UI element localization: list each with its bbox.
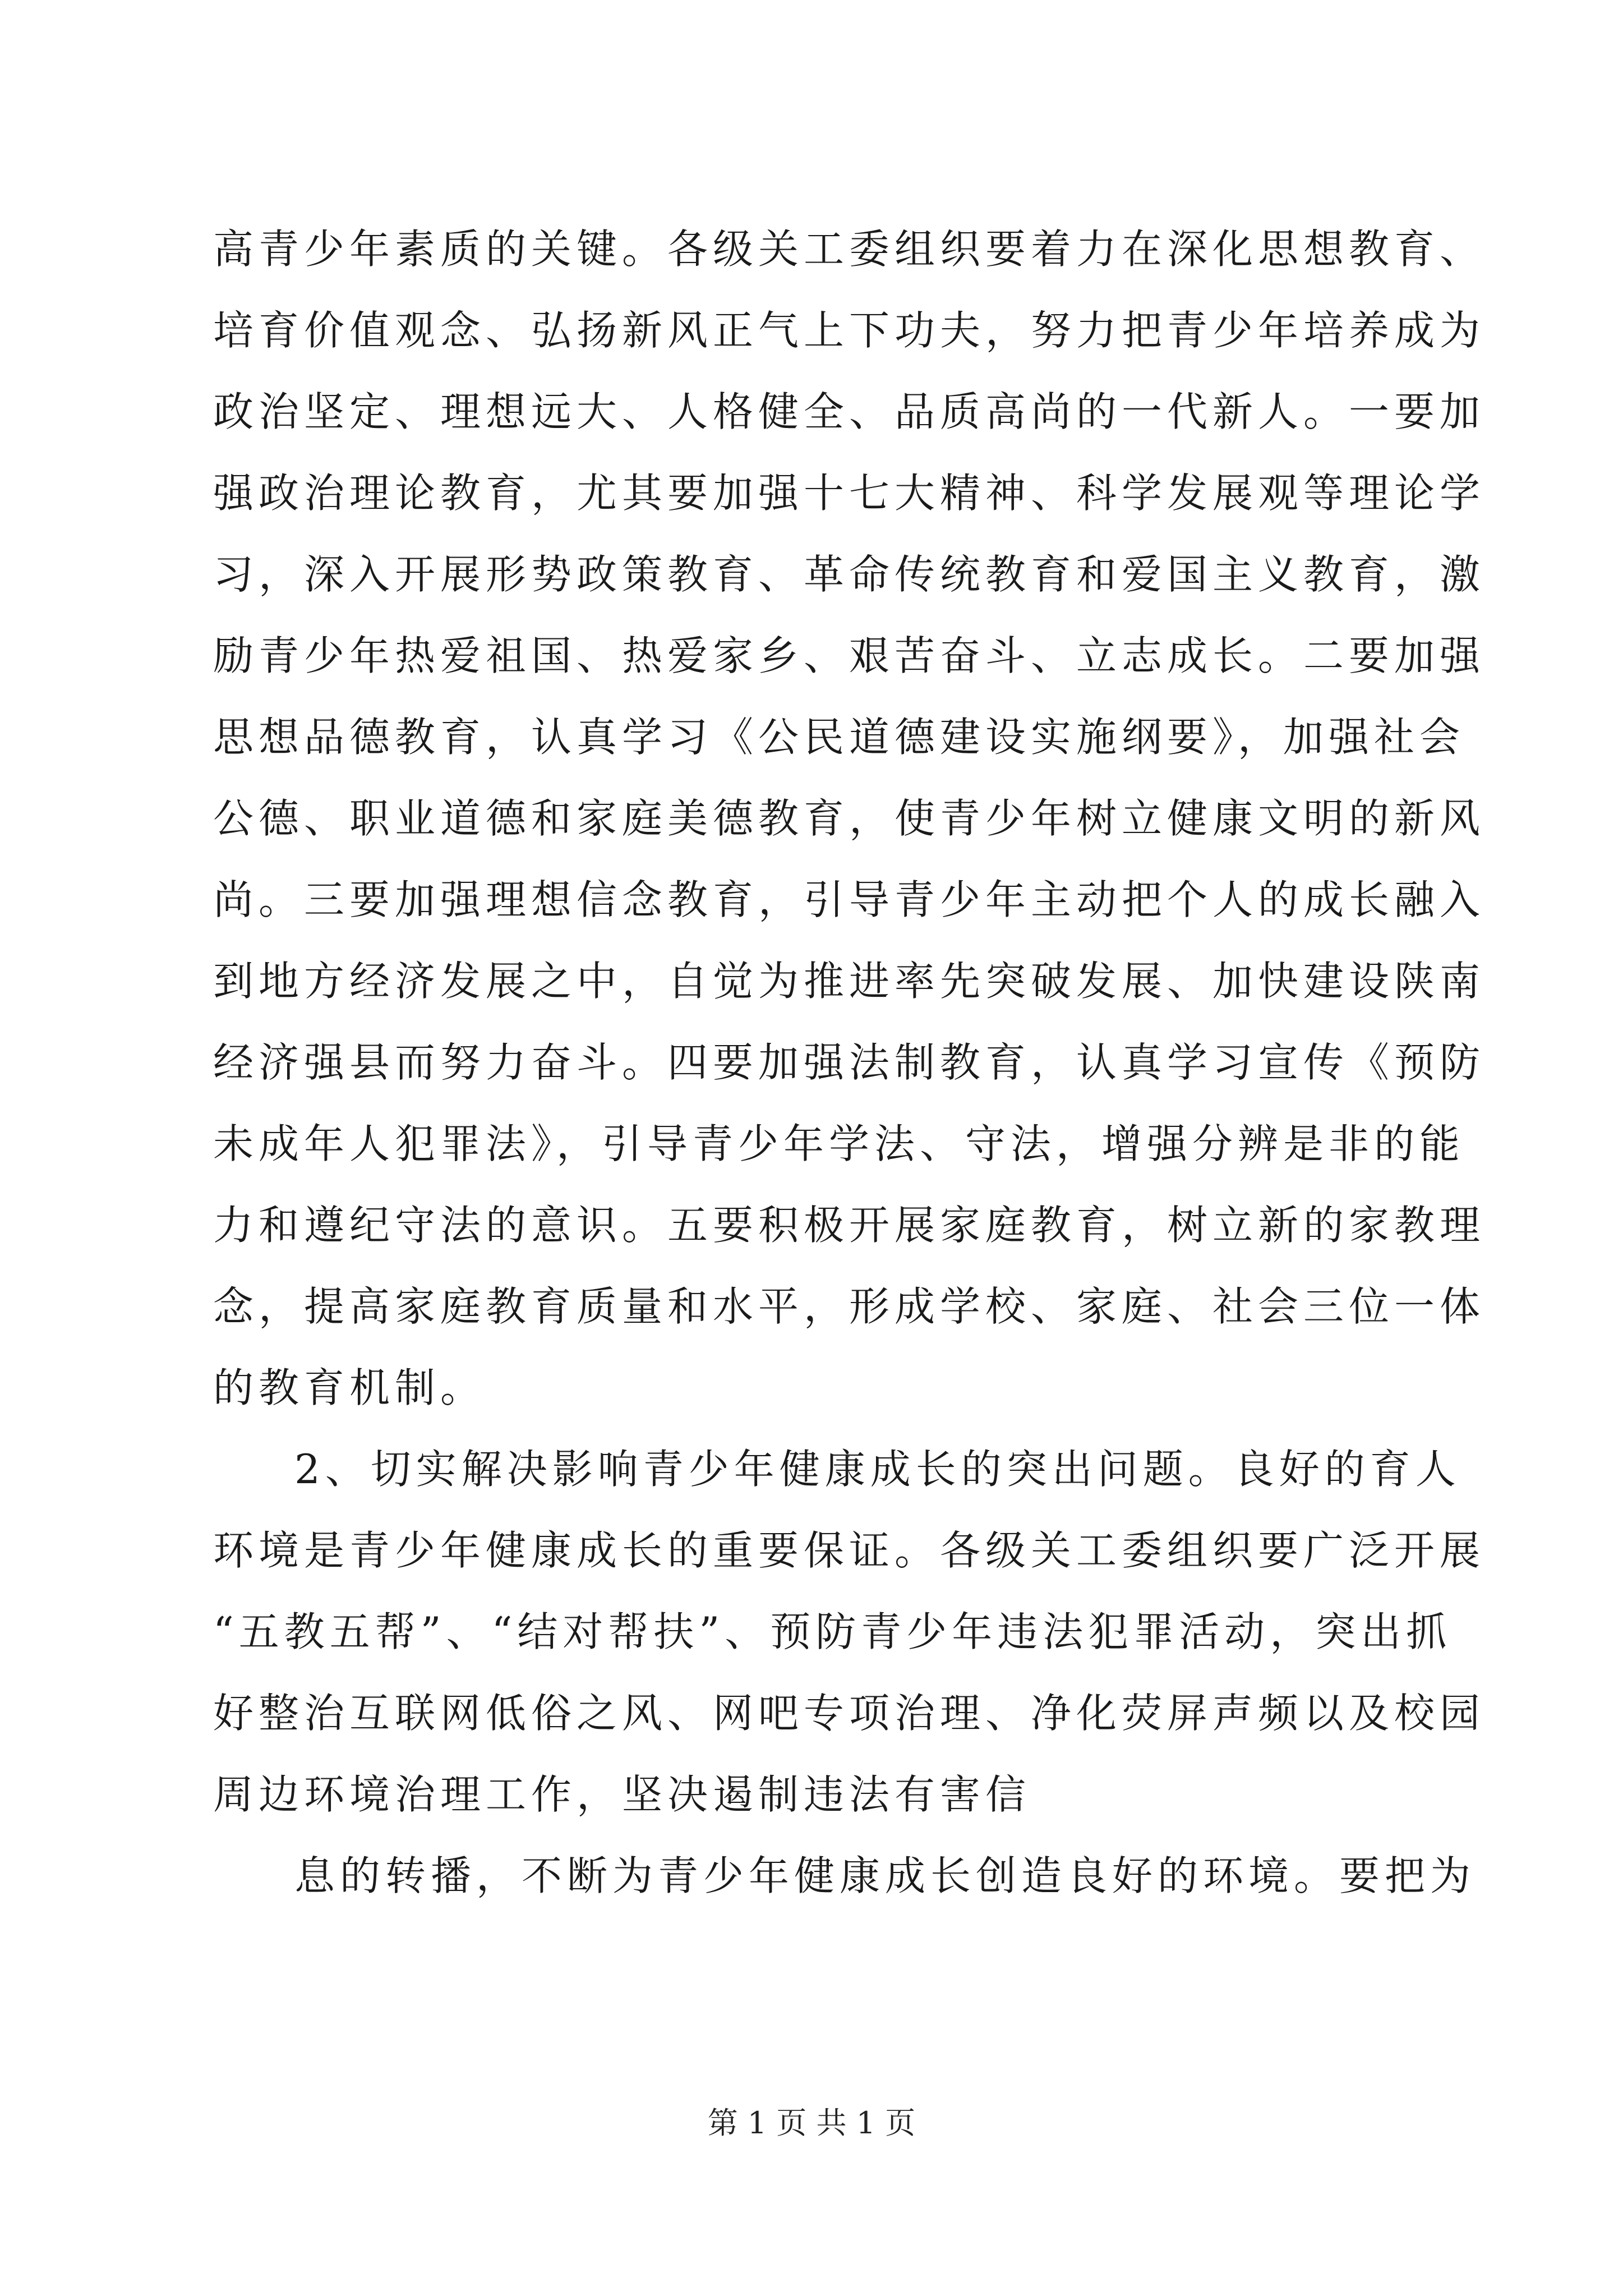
document-body <box>213 226 1486 1899</box>
text-line: 到地方经济发展之中，自觉为推进率先突破发展、加快建设陕南 <box>213 958 1486 1005</box>
text-line: 周边环境治理工作，坚决遏制违法有害信 <box>213 1771 1031 1818</box>
text-line: 思想品德教育，认真学习《公民道德建设实施纲要》，加强社会 <box>213 714 1465 761</box>
paragraph-start-line: 2、切实解决影响青少年健康成长的突出问题。良好的育人 <box>294 1446 1461 1493</box>
text-line: 环境是青少年健康成长的重要保证。各级关工委组织要广泛开展 <box>213 1527 1486 1574</box>
text-line: 力和遵纪守法的意识。五要积极开展家庭教育，树立新的家教理 <box>213 1202 1486 1249</box>
page-number-footer: 第 1 页 共 1 页 <box>707 2105 916 2141</box>
text-line: 励青少年热爱祖国、热爱家乡、艰苦奋斗、立志成长。二要加强 <box>213 632 1486 679</box>
paragraph-start-line: 息的转播，不断为青少年健康成长创造良好的环境。要把为 <box>294 1852 1476 1899</box>
text-line: 念，提高家庭教育质量和水平，形成学校、家庭、社会三位一体 <box>213 1283 1486 1330</box>
text-line: 经济强县而努力奋斗。四要加强法制教育，认真学习宣传《预防 <box>213 1039 1486 1086</box>
text-line: 政治坚定、理想远大、人格健全、品质高尚的一代新人。一要加 <box>213 388 1486 435</box>
text-line: 强政治理论教育，尤其要加强十七大精神、科学发展观等理论学 <box>213 470 1486 517</box>
text-line: 未成年人犯罪法》，引导青少年学法、守法，增强分辨是非的能 <box>213 1120 1465 1167</box>
text-line: “五教五帮”、“结对帮扶”、预防青少年违法犯罪活动，突出抓 <box>213 1608 1452 1655</box>
text-line: 尚。三要加强理想信念教育，引导青少年主动把个人的成长融入 <box>213 876 1486 923</box>
text-line: 的教育机制。 <box>213 1364 486 1411</box>
text-line: 好整治互联网低俗之风、网吧专项治理、净化荧屏声频以及校园 <box>213 1690 1486 1737</box>
text-line: 公德、职业道德和家庭美德教育，使青少年树立健康文明的新风 <box>213 795 1486 842</box>
text-line: 习，深入开展形势政策教育、革命传统教育和爱国主义教育，激 <box>213 551 1486 598</box>
text-line: 培育价值观念、弘扬新风正气上下功夫，努力把青少年培养成为 <box>213 307 1486 354</box>
text-line: 高青少年素质的关键。各级关工委组织要着力在深化思想教育、 <box>213 226 1486 273</box>
